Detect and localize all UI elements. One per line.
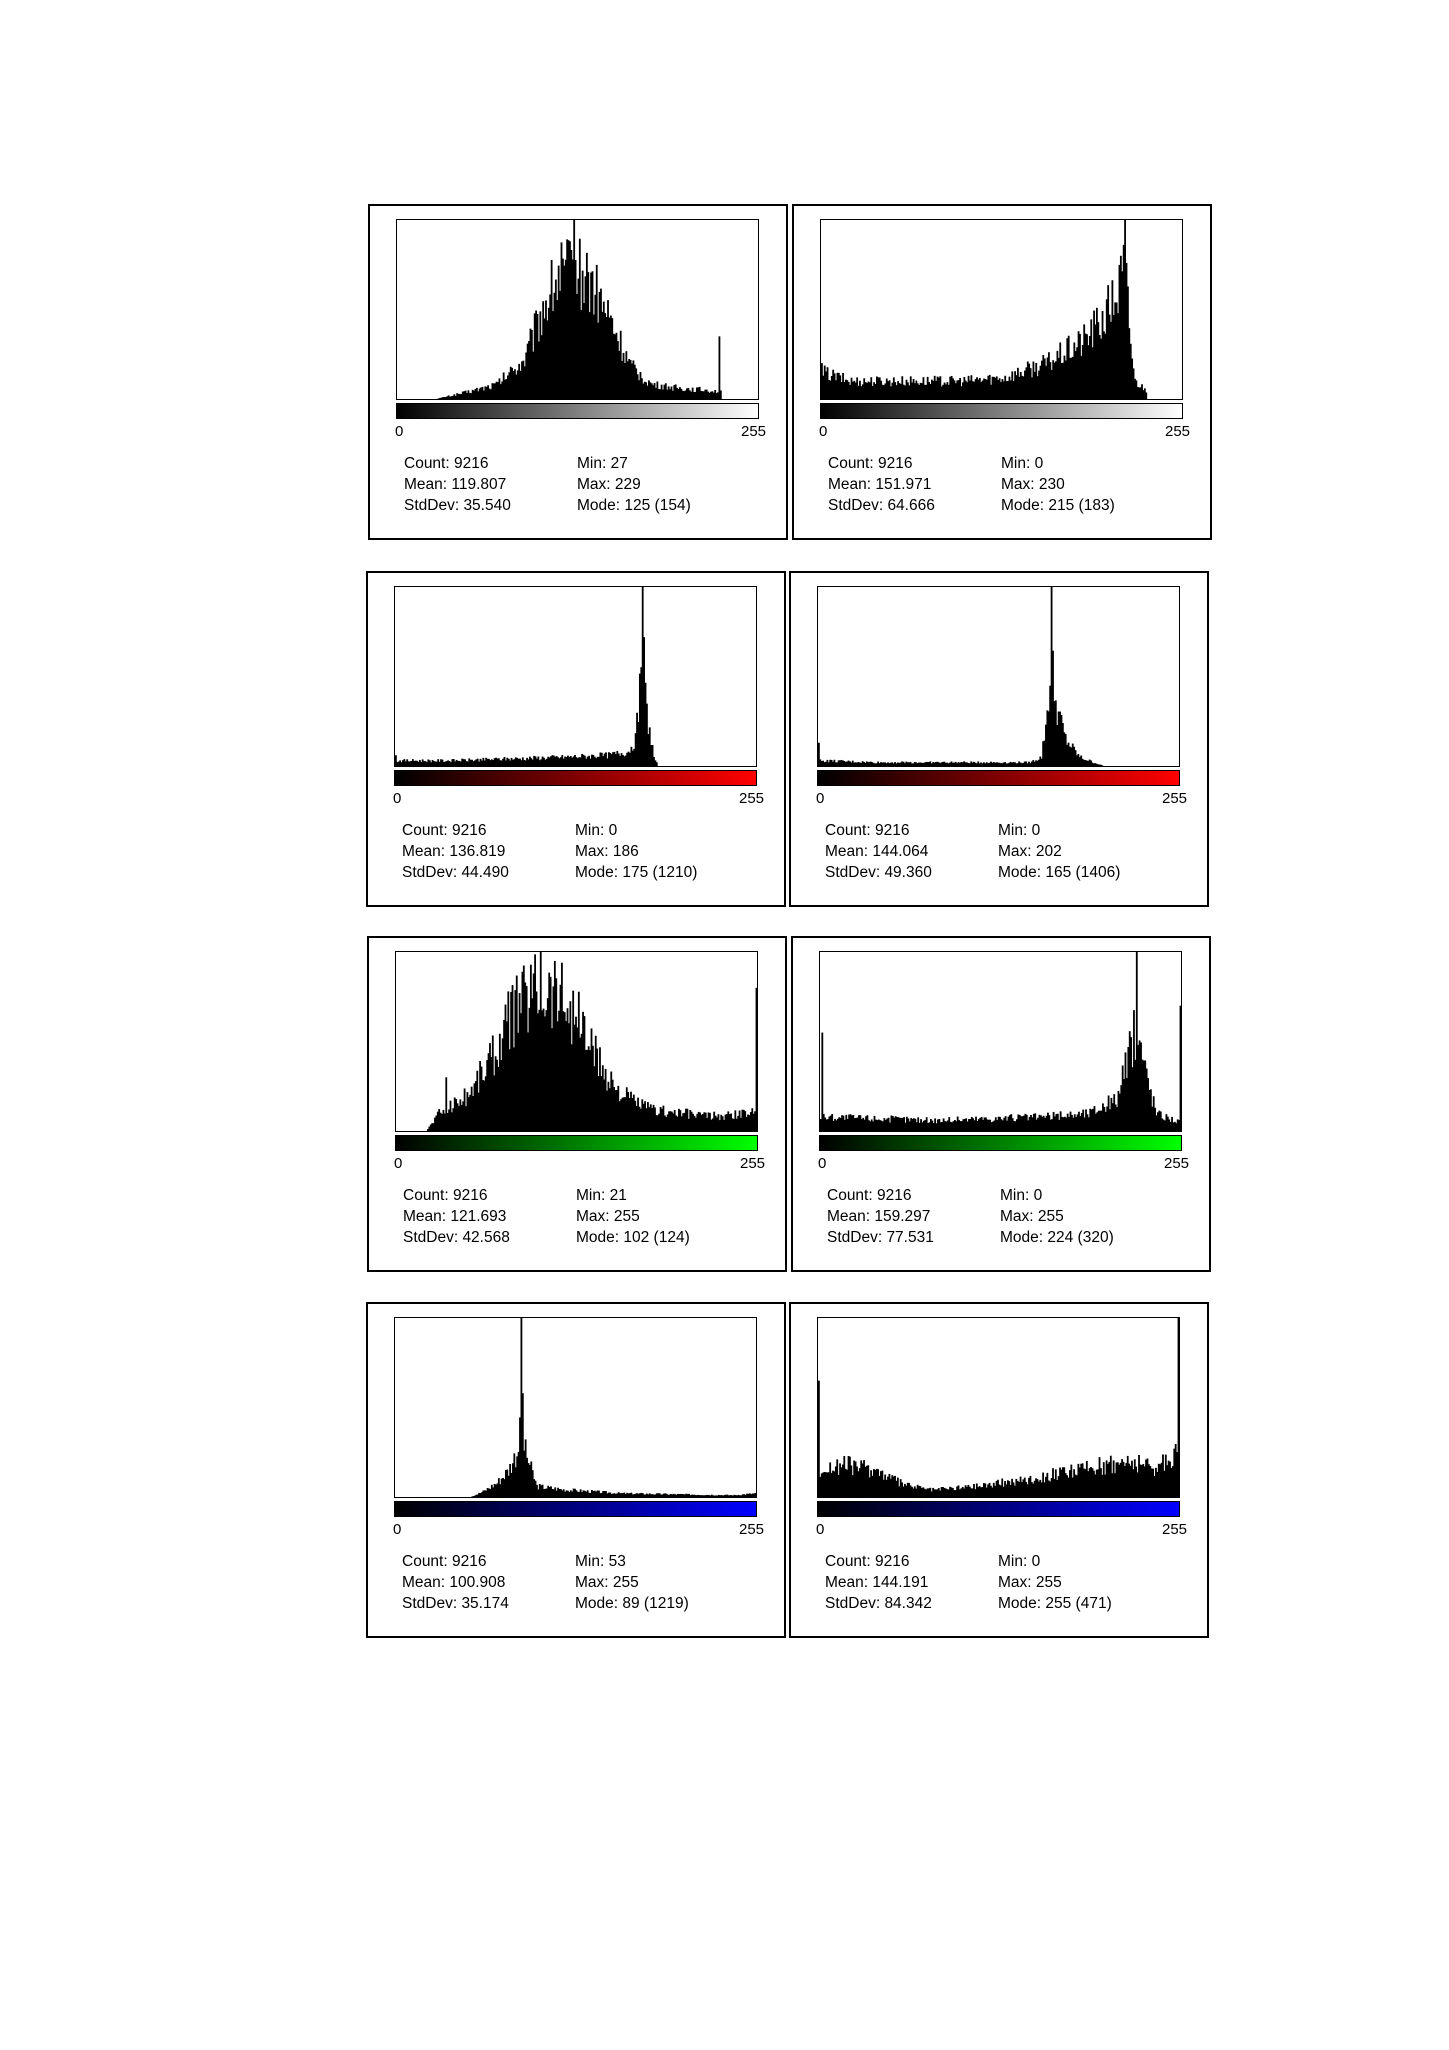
histogram-bar bbox=[720, 390, 722, 399]
x-tick-min: 0 bbox=[395, 423, 404, 440]
stat-mode: Mode: 224 (320) bbox=[1000, 1229, 1114, 1246]
stat-stddev: StdDev: 44.490 bbox=[402, 864, 509, 881]
x-tick-min: 0 bbox=[816, 1521, 825, 1538]
stat-min: Min: 0 bbox=[998, 822, 1041, 839]
stat-mean: Mean: 136.819 bbox=[402, 843, 506, 860]
histogram-panel-5 bbox=[367, 936, 787, 1272]
color-ramp bbox=[820, 403, 1183, 419]
histogram-bars bbox=[397, 220, 758, 399]
stat-max: Max: 229 bbox=[577, 476, 641, 493]
x-tick-max: 255 bbox=[741, 423, 767, 440]
stat-mean: Mean: 144.064 bbox=[825, 843, 929, 860]
stat-stddev: StdDev: 42.568 bbox=[403, 1229, 510, 1246]
color-ramp bbox=[394, 1501, 757, 1517]
stat-stddev: StdDev: 35.174 bbox=[402, 1595, 509, 1612]
x-tick-max: 255 bbox=[739, 1521, 765, 1538]
x-tick-max: 255 bbox=[739, 790, 765, 807]
stat-max: Max: 255 bbox=[575, 1574, 639, 1591]
histogram-panel-8 bbox=[789, 1302, 1209, 1638]
x-tick-min: 0 bbox=[394, 1155, 403, 1172]
stat-count: Count: 9216 bbox=[828, 455, 913, 472]
x-tick-min: 0 bbox=[819, 423, 828, 440]
stat-mode: Mode: 255 (471) bbox=[998, 1595, 1112, 1612]
stat-min: Min: 27 bbox=[577, 455, 628, 472]
stat-min: Min: 0 bbox=[575, 822, 618, 839]
stat-count: Count: 9216 bbox=[404, 455, 489, 472]
histogram-bars bbox=[395, 587, 756, 766]
stat-max: Max: 255 bbox=[576, 1208, 640, 1225]
x-tick-min: 0 bbox=[818, 1155, 827, 1172]
histogram-plot bbox=[395, 951, 758, 1132]
histogram-panel-1 bbox=[368, 204, 788, 540]
stat-mode: Mode: 215 (183) bbox=[1001, 497, 1115, 514]
histogram-bars bbox=[818, 1318, 1179, 1497]
stat-min: Min: 0 bbox=[1000, 1187, 1043, 1204]
x-tick-max: 255 bbox=[1164, 1155, 1190, 1172]
stat-mean: Mean: 144.191 bbox=[825, 1574, 929, 1591]
x-tick-max: 255 bbox=[1162, 1521, 1188, 1538]
color-ramp bbox=[817, 770, 1180, 786]
histogram-bar bbox=[755, 1493, 756, 1497]
stat-mean: Mean: 119.807 bbox=[404, 476, 507, 493]
stat-count: Count: 9216 bbox=[402, 822, 487, 839]
stat-mode: Mode: 175 (1210) bbox=[575, 864, 698, 881]
histogram-bar bbox=[719, 336, 721, 399]
histogram-plot bbox=[819, 951, 1182, 1132]
histogram-bar bbox=[1180, 1006, 1181, 1131]
stat-count: Count: 9216 bbox=[825, 822, 910, 839]
color-ramp bbox=[396, 403, 759, 419]
histogram-plot bbox=[817, 1317, 1180, 1498]
stat-min: Min: 0 bbox=[998, 1553, 1041, 1570]
stat-count: Count: 9216 bbox=[825, 1553, 910, 1570]
histogram-bars bbox=[821, 220, 1182, 399]
stat-mode: Mode: 102 (124) bbox=[576, 1229, 690, 1246]
stat-mean: Mean: 159.297 bbox=[827, 1208, 931, 1225]
x-tick-min: 0 bbox=[393, 790, 402, 807]
histogram-plot bbox=[396, 219, 759, 400]
x-tick-max: 255 bbox=[740, 1155, 766, 1172]
stat-mode: Mode: 165 (1406) bbox=[998, 864, 1121, 881]
stat-mean: Mean: 100.908 bbox=[402, 1574, 506, 1591]
stat-stddev: StdDev: 49.360 bbox=[825, 864, 932, 881]
histogram-plot bbox=[817, 586, 1180, 767]
x-tick-max: 255 bbox=[1165, 423, 1191, 440]
histogram-panel-6 bbox=[791, 936, 1211, 1272]
stat-max: Max: 255 bbox=[998, 1574, 1062, 1591]
histogram-panel-4 bbox=[789, 571, 1209, 907]
stat-mode: Mode: 125 (154) bbox=[577, 497, 691, 514]
stat-max: Max: 230 bbox=[1001, 476, 1065, 493]
histogram-panel-7 bbox=[366, 1302, 786, 1638]
histogram-plot bbox=[394, 586, 757, 767]
stat-count: Count: 9216 bbox=[402, 1553, 487, 1570]
color-ramp bbox=[395, 1135, 758, 1151]
stat-stddev: StdDev: 84.342 bbox=[825, 1595, 932, 1612]
stat-max: Max: 202 bbox=[998, 843, 1062, 860]
histogram-plot bbox=[820, 219, 1183, 400]
histogram-bar bbox=[756, 988, 757, 1131]
stat-max: Max: 255 bbox=[1000, 1208, 1064, 1225]
histogram-bars bbox=[396, 952, 757, 1131]
histogram-bars bbox=[395, 1318, 756, 1497]
stat-stddev: StdDev: 64.666 bbox=[828, 497, 935, 514]
stat-min: Min: 0 bbox=[1001, 455, 1044, 472]
histogram-panel-3 bbox=[366, 571, 786, 907]
color-ramp bbox=[819, 1135, 1182, 1151]
x-tick-min: 0 bbox=[393, 1521, 402, 1538]
histogram-bar bbox=[656, 762, 658, 766]
histogram-plot bbox=[394, 1317, 757, 1498]
stat-stddev: StdDev: 77.531 bbox=[827, 1229, 934, 1246]
x-tick-max: 255 bbox=[1162, 790, 1188, 807]
color-ramp bbox=[817, 1501, 1180, 1517]
histogram-panel-2 bbox=[792, 204, 1212, 540]
histogram-bar bbox=[1101, 765, 1103, 766]
stat-min: Min: 21 bbox=[576, 1187, 627, 1204]
stat-mean: Mean: 121.693 bbox=[403, 1208, 507, 1225]
stat-mode: Mode: 89 (1219) bbox=[575, 1595, 689, 1612]
stat-count: Count: 9216 bbox=[827, 1187, 912, 1204]
histogram-bar bbox=[1145, 392, 1147, 399]
histogram-bars bbox=[818, 587, 1179, 766]
histogram-bar bbox=[1178, 1318, 1179, 1497]
stat-mean: Mean: 151.971 bbox=[828, 476, 932, 493]
color-ramp bbox=[394, 770, 757, 786]
histogram-bars bbox=[820, 952, 1181, 1131]
stat-stddev: StdDev: 35.540 bbox=[404, 497, 511, 514]
stat-max: Max: 186 bbox=[575, 843, 639, 860]
stat-min: Min: 53 bbox=[575, 1553, 626, 1570]
x-tick-min: 0 bbox=[816, 790, 825, 807]
stat-count: Count: 9216 bbox=[403, 1187, 488, 1204]
